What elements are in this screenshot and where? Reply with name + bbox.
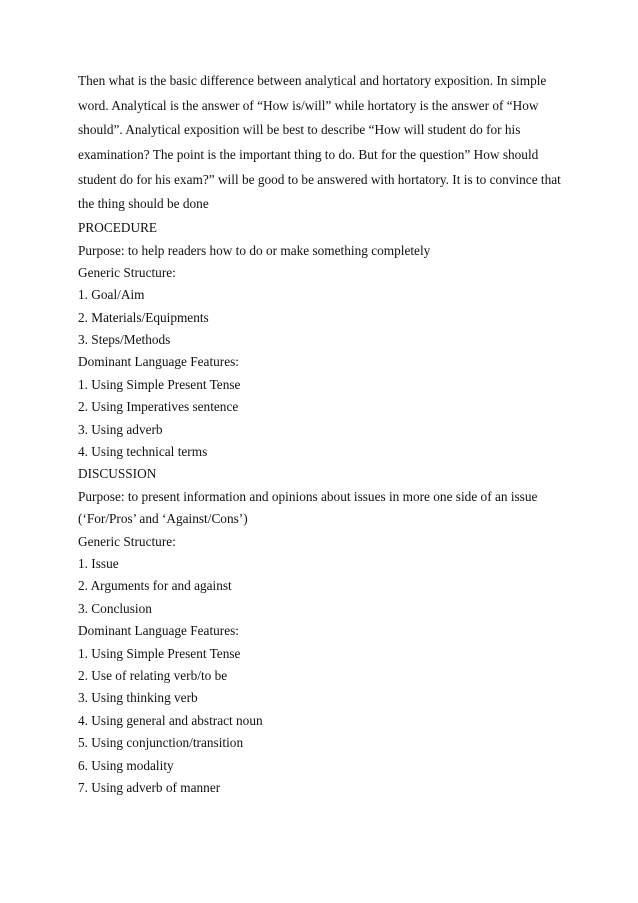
discussion-section <box>78 463 548 799</box>
discussion-structure-item: 3. Conclusion <box>78 600 152 616</box>
discussion-feature-item: 1. Using Simple Present Tense <box>78 645 241 661</box>
procedure-heading: PROCEDURE <box>78 220 158 236</box>
procedure-purpose: Purpose: to help readers how to do or make something completely <box>78 242 431 258</box>
discussion-structure-item: 1. Issue <box>78 555 119 571</box>
discussion-feature-item: 7. Using adverb of manner <box>78 779 221 795</box>
discussion-feature-item: 2. Use of relating verb/to be <box>78 667 228 683</box>
discussion-purpose-line: (‘For/Pros’ and ‘Against/Cons’) <box>78 511 248 527</box>
document-body <box>78 69 561 799</box>
discussion-feature-item: 5. Using conjunction/transition <box>78 735 244 751</box>
procedure-generic-structure-label: Generic Structure: <box>78 264 176 280</box>
intro-line: word. Analytical is the answer of “How is/will” while hortatory is the answer of “How <box>78 97 539 113</box>
intro-paragraph <box>78 69 561 217</box>
procedure-feature-item: 1. Using Simple Present Tense <box>78 376 241 392</box>
procedure-structure-item: 3. Steps/Methods <box>78 332 171 348</box>
procedure-feature-item: 3. Using adverb <box>78 421 163 437</box>
intro-line: examination? The point is the important thing to do. But for the question” How should <box>78 147 539 163</box>
procedure-section <box>78 217 548 463</box>
discussion-feature-item: 6. Using modality <box>78 757 174 773</box>
procedure-language-features-label: Dominant Language Features: <box>78 354 239 370</box>
intro-line: should”. Analytical exposition will be best to describe “How will student do for his <box>78 122 521 138</box>
discussion-feature-item: 4. Using general and abstract noun <box>78 712 263 728</box>
discussion-feature-item: 3. Using thinking verb <box>78 690 198 706</box>
discussion-language-features-label: Dominant Language Features: <box>78 623 239 639</box>
procedure-structure-item: 1. Goal/Aim <box>78 287 145 303</box>
discussion-structure-item: 2. Arguments for and against <box>78 578 232 594</box>
procedure-feature-item: 2. Using Imperatives sentence <box>78 399 239 415</box>
discussion-generic-structure-label: Generic Structure: <box>78 533 176 549</box>
intro-line: Then what is the basic difference between analytical and hortatory exposition. In simple <box>78 73 547 88</box>
intro-line: student do for his exam?” will be good to be answered with hortatory. It is to convince that <box>78 171 561 187</box>
procedure-structure-item: 2. Materials/Equipments <box>78 309 209 325</box>
intro-line: the thing should be done <box>78 196 209 212</box>
discussion-heading: DISCUSSION <box>78 466 157 482</box>
discussion-purpose-line: Purpose: to present information and opinions about issues in more one side of an issue <box>78 488 538 504</box>
procedure-feature-item: 4. Using technical terms <box>78 444 208 460</box>
